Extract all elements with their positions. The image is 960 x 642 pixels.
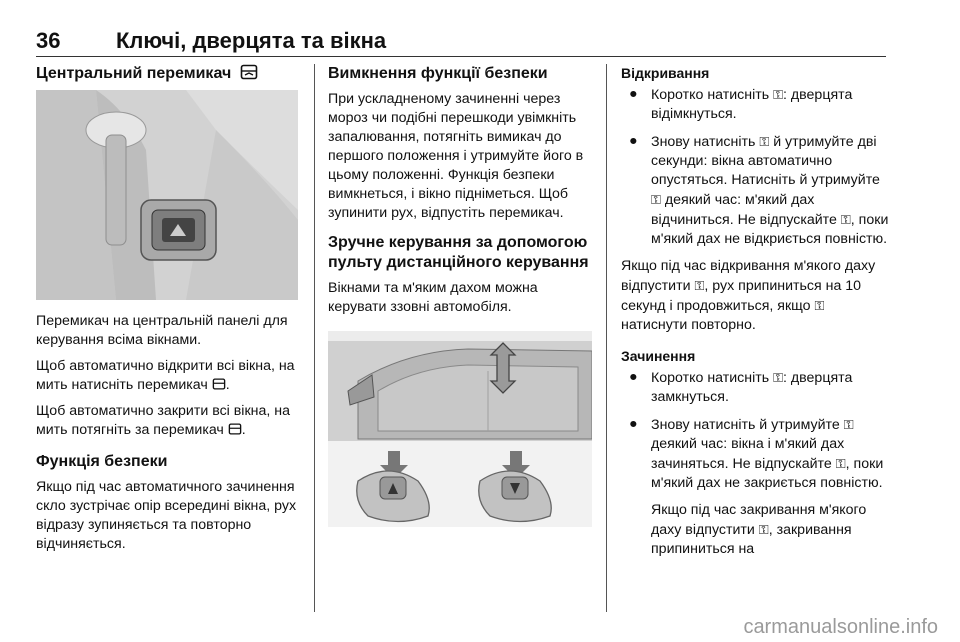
lock-key-icon: ⚿: [758, 522, 769, 537]
list-item: ● Коротко натисніть ⚿: дверцята замкнуться.: [629, 369, 853, 405]
unlock-key-icon: ⚿: [840, 212, 851, 227]
header-rule: [36, 56, 886, 57]
bullet-icon: ●: [629, 86, 638, 102]
subsection-heading: Відкривання: [621, 65, 710, 81]
section-heading: Центральний перемикач: [36, 64, 298, 84]
window-switch-icon: [212, 378, 226, 390]
paragraph: Щоб автоматично відкрити всі вікна, на мить натисніть перемикач .: [36, 358, 295, 393]
watermark: carmanualsonline.info: [743, 616, 938, 638]
center-console-illustration: [36, 90, 298, 300]
paragraph: Перемикач на центральній панелі для керування всіма вікнами.: [36, 313, 288, 348]
lock-key-icon: ⚿: [843, 417, 854, 432]
section-heading: Зручне керування за допомогою пульту дистанційного керування: [328, 234, 589, 271]
paragraph: Якщо під час відкривання м'якого даху відпустити ⚿, рух припиниться на 10 секунд і продовжиться, якщо ⚿ натиснути повторно.: [621, 258, 876, 333]
subsection-heading: Зачинення: [621, 348, 696, 364]
paragraph: Вікнами та м'яким дахом можна керувати ззовні автомобіля.: [328, 280, 538, 315]
section-heading: Вимкнення функції безпеки: [328, 65, 548, 82]
page-header: [36, 28, 886, 54]
unlock-key-icon: ⚿: [694, 278, 705, 293]
bullet-icon: ●: [629, 133, 638, 149]
window-switch-icon: [240, 64, 258, 80]
section-heading: Функція безпеки: [36, 453, 168, 470]
unlock-key-icon: ⚿: [759, 134, 770, 149]
list-item: ● Знову натисніть ⚿ й утримуйте дві секунди: вікна автоматично опустяться. Натисніть й утримуйте ⚿ деякий час: м'який дах відчиниться. Не відпускайте ⚿, поки м'який дах не відкриється повністю.: [629, 133, 889, 247]
remote-control-illustration: [328, 331, 592, 527]
page-number: 36: [36, 28, 61, 53]
page-title: Ключі, дверцята та вікна: [116, 28, 387, 53]
bullet-icon: ●: [629, 369, 638, 385]
paragraph: Якщо під час закривання м'якого даху відпустити ⚿, закривання припиниться на: [651, 502, 867, 557]
bullet-list: [621, 85, 889, 249]
window-switch-icon: [228, 423, 242, 435]
paragraph: При ускладненому зачиненні через мороз чи подібні перешкоди увімкніть запалювання, потягніть вимикач до першого положення і утримуйте його в цьому положенні. Функція безпеки вимкнеться, і вікно підніметься. Щоб зупинити рух, відпустіть перемикач.: [328, 91, 584, 221]
bullet-list: [621, 368, 889, 493]
unlock-key-icon: ⚿: [814, 298, 825, 313]
unlock-key-icon: ⚿: [651, 192, 661, 207]
list-item: ● Коротко натисніть ⚿: дверцята відімкнуться.: [629, 86, 853, 122]
column-3: [621, 64, 889, 566]
paragraph: Якщо під час автоматичного зачинення скло зустрічає опір всередині вікна, рух відразу зупиняється та повторно відчиняється.: [36, 479, 297, 552]
column-divider-1: [314, 64, 315, 612]
bullet-icon: ●: [629, 416, 638, 432]
column-1: [36, 64, 298, 561]
paragraph: Щоб автоматично закрити всі вікна, на мить потягніть за перемикач .: [36, 403, 290, 438]
lock-key-icon: ⚿: [773, 370, 783, 385]
lock-key-icon: ⚿: [835, 456, 846, 471]
list-item: ● Знову натисніть й утримуйте ⚿ деякий час: вікна і м'який дах зачиняться. Не відпускайте ⚿, поки м'який дах не закриється повністю.: [629, 416, 884, 491]
column-2: [328, 64, 592, 539]
column-divider-2: [606, 64, 607, 612]
unlock-key-icon: ⚿: [773, 87, 783, 102]
